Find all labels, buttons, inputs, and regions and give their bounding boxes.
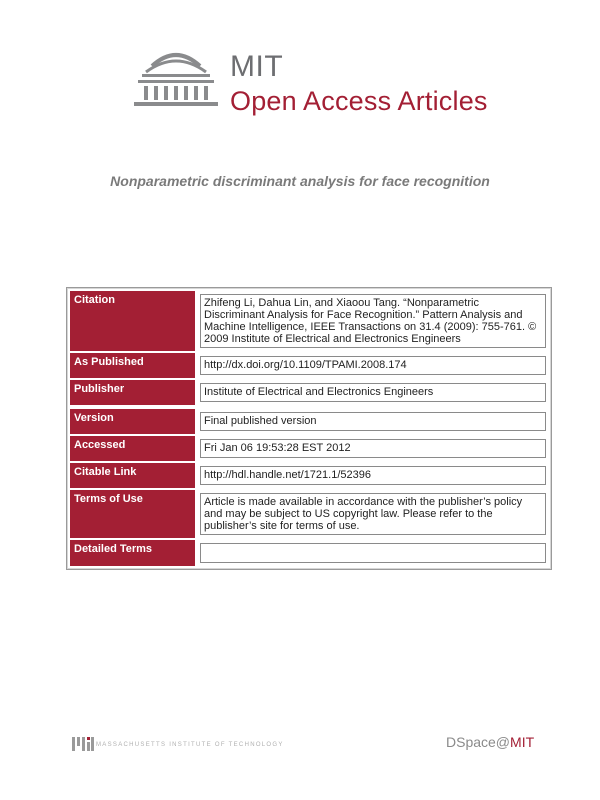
metadata-row-as-published [70,353,548,380]
metadata-table [70,291,548,566]
metadata-row-publisher [70,380,548,409]
label-terms-of-use: Terms of Use [70,490,195,540]
metadata-row-citation [70,291,548,353]
dspace-mit-text: MIT [510,734,535,750]
footer-institute-text: MASSACHUSETTS INSTITUTE OF TECHNOLOGY [96,742,284,748]
value-detailed-terms[interactable] [200,543,546,563]
metadata-row-detailed-terms [70,540,548,566]
value-citation: Zhifeng Li, Dahua Lin, and Xiaoou Tang. “Nonparametric Discriminant Analysis for Face Recognition.” Pattern Analysis and Machine Intelligence, IEEE Transactions on 31.4 (2009): 755-761. © 2009 Institute of Electrical and Electronics Engineers [200,294,546,348]
value-as-published-link[interactable]: http://dx.doi.org/10.1109/TPAMI.2008.174 [200,356,546,375]
value-version: Final published version [200,412,546,431]
dspace-mit-logo [446,734,534,750]
value-terms-of-use: Article is made available in accordance with the publisher’s policy and may be subject to US copyright law. Please refer to the publisher’s site for terms of use. [200,493,546,535]
label-version: Version [70,409,195,436]
mit-footer-logo-icon [72,737,94,751]
label-citable-link: Citable Link [70,463,195,490]
value-citable-link[interactable]: http://hdl.handle.net/1721.1/52396 [200,466,546,485]
dspace-text: DSpace@ [446,734,511,750]
label-citation: Citation [70,291,195,353]
metadata-table-container [66,287,552,570]
value-publisher: Institute of Electrical and Electronics Engineers [200,383,546,402]
label-as-published: As Published [70,353,195,380]
label-accessed: Accessed [70,436,195,463]
metadata-row-citable-link [70,463,548,490]
metadata-row-version [70,409,548,436]
mit-open-access-logo [130,44,490,114]
metadata-row-accessed [70,436,548,463]
metadata-row-terms-of-use [70,490,548,540]
label-detailed-terms: Detailed Terms [70,540,195,566]
logo-mit-text: MIT [230,50,284,83]
value-accessed: Fri Jan 06 19:53:28 EST 2012 [200,439,546,458]
label-publisher: Publisher [70,380,195,409]
logo-open-access-text: Open Access Articles [230,86,488,116]
dome-icon [130,44,222,110]
document-title: Nonparametric discriminant analysis for face recognition [110,173,490,189]
